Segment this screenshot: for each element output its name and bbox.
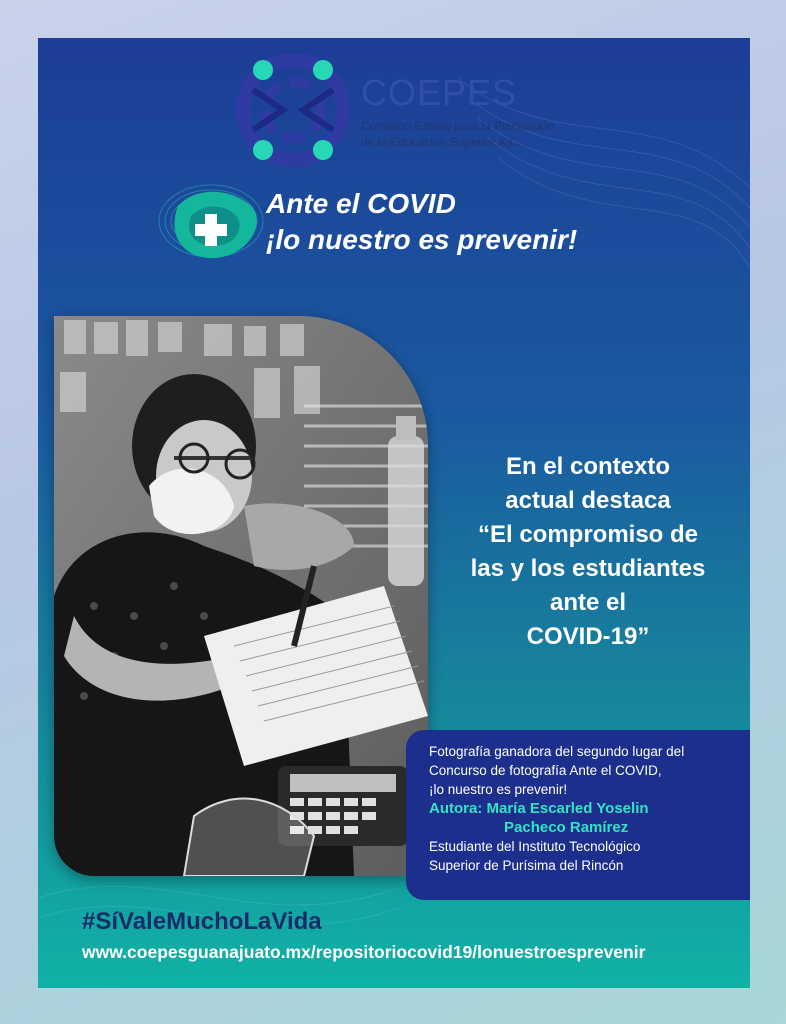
org-description — [361, 118, 591, 150]
headline-line-4: las y los estudiantes — [470, 555, 706, 582]
repository-url[interactable]: www.coepesguanajuato.mx/repositoriocovid19/lonuestroesprevenir — [82, 942, 646, 962]
headline-line-5: ante el — [549, 589, 627, 616]
headline — [438, 450, 738, 654]
coepes-logo-icon — [233, 50, 353, 170]
org-name: COEPES — [361, 72, 518, 113]
author-name-line-1: Autora: María Escarled Yoselin — [429, 800, 649, 817]
headline-line-1: En el contexto — [505, 453, 671, 480]
coepes-logo — [233, 50, 573, 170]
campaign-line-1: Ante el COVID — [266, 188, 456, 219]
poster — [38, 38, 750, 988]
hashtag: #SíValeMuchoLaVida — [82, 908, 322, 935]
photo-caption — [406, 730, 750, 900]
org-desc-line-2: de la Educación Superior A.C. — [361, 135, 522, 149]
winning-photo — [54, 316, 428, 876]
campaign-line-2: ¡lo nuestro es prevenir! — [266, 224, 578, 255]
author-name-line-2: Pacheco Ramírez — [504, 819, 629, 836]
caption-line-2: Concurso de fotografía Ante el COVID, — [429, 763, 662, 778]
caption-line-1: Fotografía ganadora del segundo lugar del — [429, 744, 685, 759]
headline-line-3: “El compromiso de — [477, 521, 699, 548]
caption-line-3: ¡lo nuestro es prevenir! — [429, 782, 568, 797]
org-desc-line-1: Comisión Estatal para la Planeación — [361, 119, 554, 133]
institution-line-1: Estudiante del Instituto Tecnológico — [429, 839, 641, 854]
institution-line-2: Superior de Purísima del Rincón — [429, 858, 624, 873]
medical-cross-icon — [156, 176, 266, 266]
headline-line-2: actual destaca — [505, 487, 671, 514]
headline-line-6: COVID-19” — [526, 623, 650, 650]
